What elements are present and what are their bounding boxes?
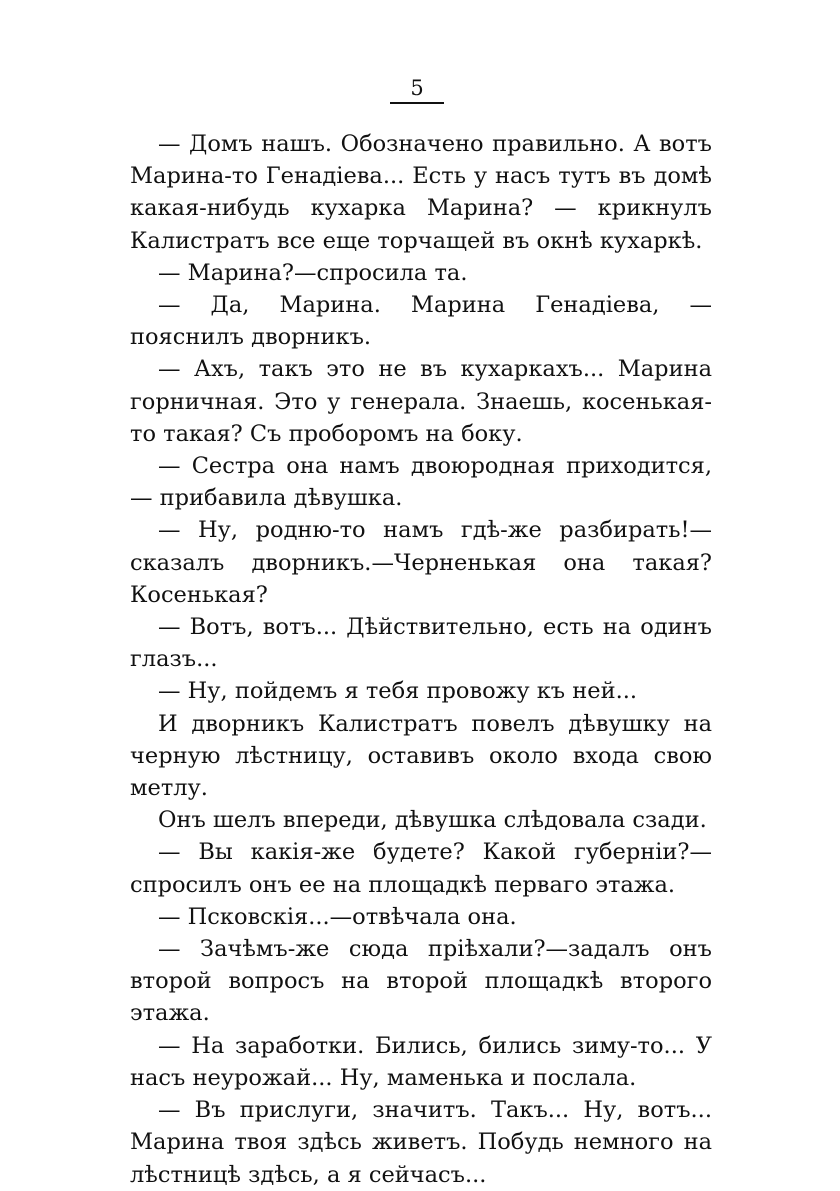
- paragraph: — Ну, родню-то намъ гдѣ-же разбирать!—сказалъ дворникъ.—Черненькая она такая? Косенькая?: [130, 517, 712, 608]
- paragraph: — Псковскія...—отвѣчала она.: [158, 903, 517, 930]
- paragraph: — Сестра она намъ двоюродная приходится,— прибавила дѣвушка.: [130, 453, 712, 512]
- paragraph: — Вы какія-же будете? Какой губерніи?—спросилъ онъ ее на площадкѣ перваго этажа.: [130, 839, 712, 898]
- paragraph: — Зачѣмъ-же сюда пріѣхали?—задалъ онъ второй вопросъ на второй площадкѣ второго этажа.: [130, 936, 712, 1027]
- paragraph: — Марина?—спросила та.: [158, 259, 468, 286]
- paragraph: — На заработки. Бились, бились зиму-то... У насъ неурожай... Ну, маменька и послала.: [130, 1032, 712, 1091]
- paragraph: — Ну, пойдемъ я тебя провожу къ ней...: [158, 678, 638, 705]
- body-text: [130, 128, 712, 1191]
- paragraph: И дворникъ Калистратъ повелъ дѣвушку на черную лѣстницу, оставивъ около входа свою метлу.: [130, 710, 712, 802]
- paragraph: — Въ прислуги, значитъ. Такъ... Ну, вотъ... Марина твоя здѣсь живетъ. Побудь немного на лѣстницѣ здѣсь, а я сейчасъ...: [130, 1097, 712, 1188]
- paragraph: Онъ шелъ впереди, дѣвушка слѣдовала сзади.: [158, 807, 707, 834]
- paragraph: — Да, Марина. Марина Генадіева, — пояснилъ дворникъ.: [130, 292, 712, 351]
- paragraph: — Ахъ, такъ это не въ кухаркахъ... Марина горничная. Это у генерала. Знаешь, косенькая-то такая? Съ проборомъ на боку.: [130, 356, 712, 447]
- paragraph: — Домъ нашъ. Обозначено правильно. А вотъ Марина-то Генадіева... Есть у насъ тутъ въ домѣ какая-нибудь кухарка Марина? — крикнулъ Калистратъ все еще торчащей въ окнѣ кухаркѣ.: [130, 131, 712, 254]
- page-number: 5: [410, 76, 424, 100]
- page-number-rule: [390, 102, 444, 104]
- paragraph: — Вотъ, вотъ... Дѣйствительно, есть на одинъ глазъ...: [130, 614, 712, 673]
